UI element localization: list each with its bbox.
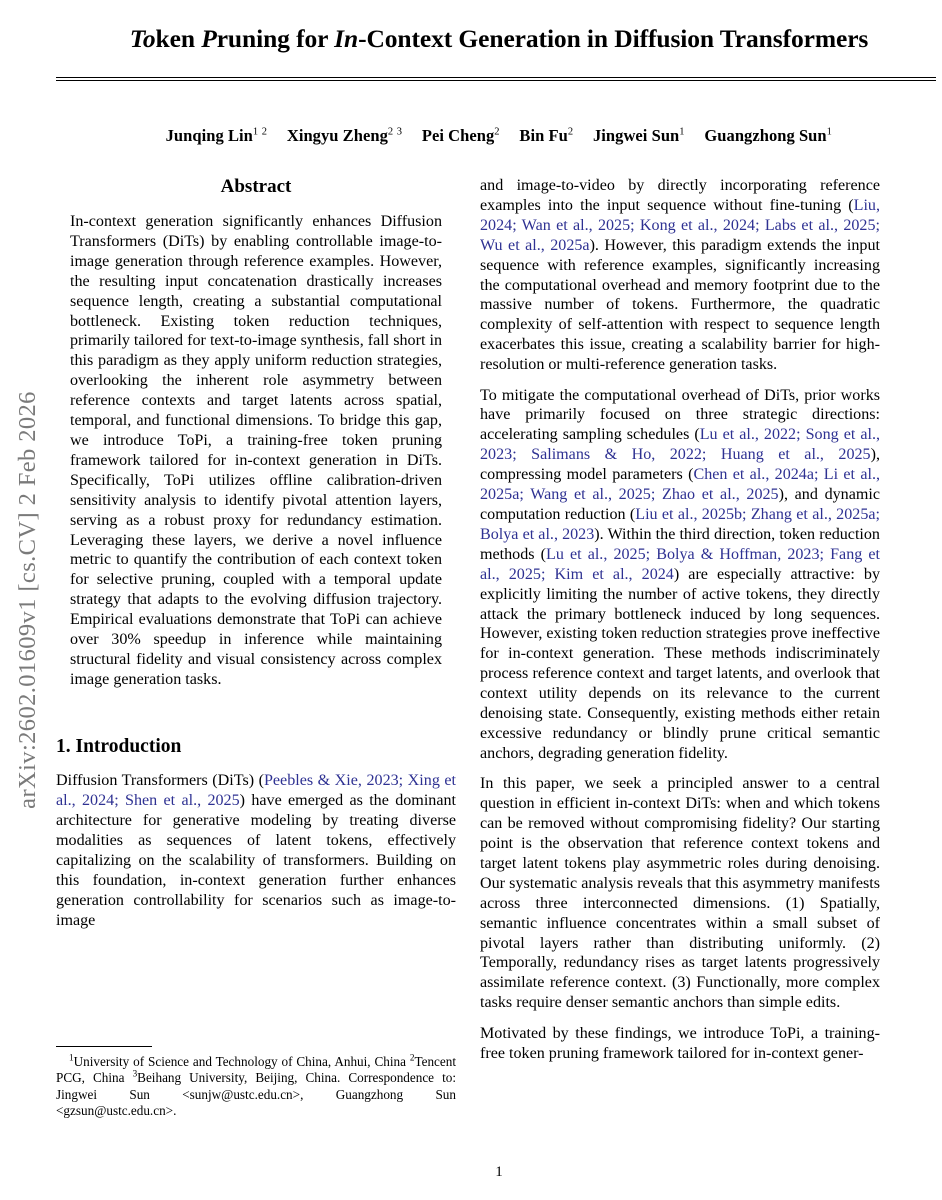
footnote-affiliation-3: Beihang University, Beijing, China. Correspondence to: Jingwei Sun <sunjw@ustc.edu.cn>, Guangzhong Sun <gzsun@ustc.edu.cn>. [56,1070,457,1118]
intro-text-post: ) have emerged as the dominant architecture for generative modeling by treating diverse modalities as sequences of latent tokens, effectively capitalizing on the scalability of transformers. Building on this foundation, in-context generation further enhances generation controllability for scenarios such as image-to-image [56,792,456,929]
citation-separator: ; [114,792,125,810]
author-name: Bin Fu [519,125,568,145]
author-affiliation-marker: 2 [567,126,574,138]
rp1-post: ). However, this paradigm extends the input sequence with reference examples, significantly increasing the computational overhead and memory footprint due to the massive number of tokens. Furthermore, the quadratic complexity of self-attention with respect to sequence length exacerbates this issue, creating a scalability barrier for high-resolution or multi-reference generation tasks. [480,236,880,374]
author-affiliation-marker: 1 [826,126,833,138]
citation-wang[interactable]: Wang et al., 2025 [530,486,651,504]
footnote-marker-2: 2 [409,1052,415,1063]
author-entry [166,126,272,145]
author-affiliation-marker: 1 2 [252,126,268,138]
citation-fang[interactable]: Fang et al., 2025 [480,545,880,583]
left-column [56,176,456,941]
introduction-paragraph-1 [56,771,456,930]
author-name: Xingyu Zheng [286,125,388,145]
citation-zhang[interactable]: Zhang et al., 2025a [750,506,876,523]
author-entry [418,126,505,145]
right-paragraph-4: Motivated by these findings, we introduce ToPi, a training-free token pruning framework tailored for in-context gener- [480,1024,880,1062]
two-column-body [56,176,942,1176]
footnote-rule [56,1046,152,1047]
author-entry [515,126,578,145]
author-affiliation-marker: 2 3 [387,126,403,138]
author-name: Jingwei Sun [592,125,680,145]
rp2-mid3: ). Within the third direction, token reduction methods ( [480,525,880,563]
title-part2-italic: P [201,24,217,53]
citation-salimans-ho[interactable]: Salimans & Ho, 2022 [531,446,702,464]
title-divider-rule [56,77,936,81]
author-entry [589,126,689,145]
intro-text-pre: Diffusion Transformers (DiTs) ( [56,772,264,790]
citation-wan[interactable]: Wan et al., 2025 [521,216,631,234]
footnote-text [56,1054,456,1119]
citation-chen[interactable]: Chen et al., 2024a [693,466,814,484]
rp2-post: ) are especially attractive: by explicitly limiting the number of active tokens, they directly attack the primary bottleneck induced by long sequences. However, existing token reduction strategies prove ineffective for in-context generation. These methods indiscriminately process reference context and target latents, and overlook that context utility depends on its relevance to the current denoising state. Consequently, existing methods either retain excessive redundancy or blindly prune critical semantic anchors, degrading generation fidelity. [480,565,880,762]
citation-liu-2024[interactable]: Liu, 2024 [480,196,880,234]
citation-bolya-2023[interactable]: Bolya et al., 2023 [480,525,595,543]
rp1-pre: and image-to-video by directly incorporating reference examples into the input sequence without fine-tuning ( [480,177,880,214]
citation-li[interactable]: Li et al., 2025a [480,466,881,504]
page-title [56,24,942,55]
title-part1-italic: To [129,24,156,53]
author-entry [283,126,407,145]
page-number: 1 [495,1164,503,1180]
citation-zhao[interactable]: Zhao et al., 2025 [662,486,779,504]
footnote-affiliation-2: Tencent PCG, China [56,1054,456,1086]
arxiv-stamp-text: arXiv:2602.01609v1 [cs.CV] 2 Feb 2026 [14,391,41,809]
abstract-heading: Abstract [220,176,292,197]
citation-lu-2022[interactable]: Lu et al., 2022 [699,426,797,444]
author-list [56,126,942,146]
author-affiliation-marker: 1 [679,126,686,138]
introduction-heading: 1. Introduction [56,736,182,758]
citation-liu-2025b[interactable]: Liu et al., 2025b [635,506,743,523]
citation-wu[interactable]: Wu et al., 2025a [480,236,590,254]
citation-peebles-xie[interactable]: Peebles & Xie, 2023 [263,772,399,790]
rp2-mid1: ), compressing model parameters ( [480,446,880,484]
citation-kim[interactable]: Kim et al., 2024 [554,565,674,583]
author-entry [700,126,832,145]
footnote-affiliation-1: University of Science and Technology of China, Anhui, China [73,1054,410,1069]
footnote-block [56,1046,456,1119]
section-spacer [56,700,456,736]
citation-separator: ; [398,772,408,790]
title-part3-rest: -Context Generation in Diffusion Transformers [358,24,869,53]
citation-bolya-hoffman[interactable]: Bolya & Hoffman, 2023 [656,545,820,563]
footnote-marker-1: 1 [69,1052,74,1063]
author-name: Junqing Lin [165,125,253,145]
right-column [480,176,880,1063]
rp2-pre: To mitigate the computational overhead of DiTs, prior works have primarily focused on three strategic directions: accelerating sampling schedules ( [480,386,880,444]
paper-header [56,0,942,146]
footnote-marker-3: 3 [132,1068,138,1079]
right-paragraph-1: and image-to-video by directly incorporating reference examples into the input sequence without fine-tuning (Liu, 2024; Wan et al., 2025; Kong et al., 2024; Labs et al., 2025; Wu et al., 2025a). However, this paradigm extends the input sequence with reference examples, significantly increasing the computational overhead and memory footprint due to the massive number of tokens. Furthermore, the quadratic complexity of self-attention with respect to sequence length exacerbates this issue, creating a scalability barrier for high-resolution or multi-reference generation tasks. [480,177,880,374]
citation-lu-2025[interactable]: Lu et al., 2025 [546,545,646,563]
author-name: Guangzhong Sun [704,125,827,145]
title-part3-italic: In [334,24,359,53]
citation-huang[interactable]: Huang et al., 2025 [720,446,871,464]
paper-page [56,0,942,1200]
author-name: Pei Cheng [421,125,495,145]
rp2-mid2: ), and dynamic computation reduction ( [480,486,880,523]
title-part1-rest: ken [155,24,202,53]
citation-kong[interactable]: Kong et al., 2024 [639,216,756,234]
title-part2-rest: runing for [216,24,335,53]
citation-shen[interactable]: Shen et al., 2025 [125,792,240,810]
citation-song[interactable]: Song et al., 2023 [480,426,881,464]
citation-labs[interactable]: Labs et al., 2025 [764,216,876,234]
arxiv-stamp [0,0,56,1200]
author-affiliation-marker: 2 [494,126,501,138]
right-paragraph-3: In this paper, we seek a principled answer to a central question in efficient in-context DiTs: when and which tokens can be removed without compromising fidelity? Our starting point is the observation that reference context tokens and target latent tokens play asymmetric roles during denoising. Our systematic analysis reveals that this asymmetry manifests across three interconnected dimensions. (1) Spatially, semantic influence concentrates within a small subset of pivotal layers rather than distributing uniformly. (2) Temporally, redundancy rises as target latents progressively assimilate reference context. (3) Functionally, more complex tasks require denser semantic anchors than simple edits. [480,775,880,1012]
abstract-body [70,212,442,690]
right-paragraph-2: To mitigate the computational overhead of DiTs, prior works have primarily focused on three strategic directions: accelerating sampling schedules (Lu et al., 2022; Song et al., 2023; Salimans & Ho, 2022; Huang et al., 2025), compressing model parameters (Chen et al., 2024a; Li et al., 2025a; Wang et al., 2025; Zhao et al., 2025), and dynamic computation reduction (Liu et al., 2025b; Zhang et al., 2025a; Bolya et al., 2023). Within the third direction, token reduction methods (Lu et al., 2025; Bolya & Hoffman, 2023; Fang et al., 2025; Kim et al., 2024) are especially attractive: by explicitly limiting the number of active tokens, they directly attack the primary bottleneck induced by long sequences. However, existing token reduction strategies prove ineffective for in-context generation. These methods indiscriminately process reference context and target latents, and overlook that context utility depends on its relevance to the current denoising state. Consequently, existing methods either retain excessive redundancy or blindly prune critical semantic anchors, degrading generation fidelity. [480,386,881,762]
abstract-text: In-context generation significantly enhances Diffusion Transformers (DiTs) by enabling controllable image-to-image generation through reference examples. However, the resulting input concatenation drastically increases sequence length, creating a substantial computational bottleneck. Existing token reduction techniques, primarily tailored for text-to-image synthesis, fall short in this paradigm as they apply uniform reduction strategies, overlooking the inherent role asymmetry between reference contexts and target latents across spatial, temporal, and functional dimensions. To bridge this gap, we introduce ToPi, a training-free token pruning framework tailored for in-context generation in DiTs. Specifically, ToPi utilizes offline calibration-driven sensitivity analysis to identify pivotal attention layers, serving as a robust proxy for redundancy estimation. Leveraging these layers, we derive a novel influence metric to quantify the contribution of each context token for selective pruning, coupled with a temporal update strategy that adapts to the evolving diffusion trajectory. Empirical evaluations demonstrate that ToPi can achieve over 30% speedup in inference while maintaining structural fidelity and visual consistency across complex image generation tasks. [70,213,442,688]
citation-xing[interactable]: Xing et al., 2024 [56,772,456,810]
